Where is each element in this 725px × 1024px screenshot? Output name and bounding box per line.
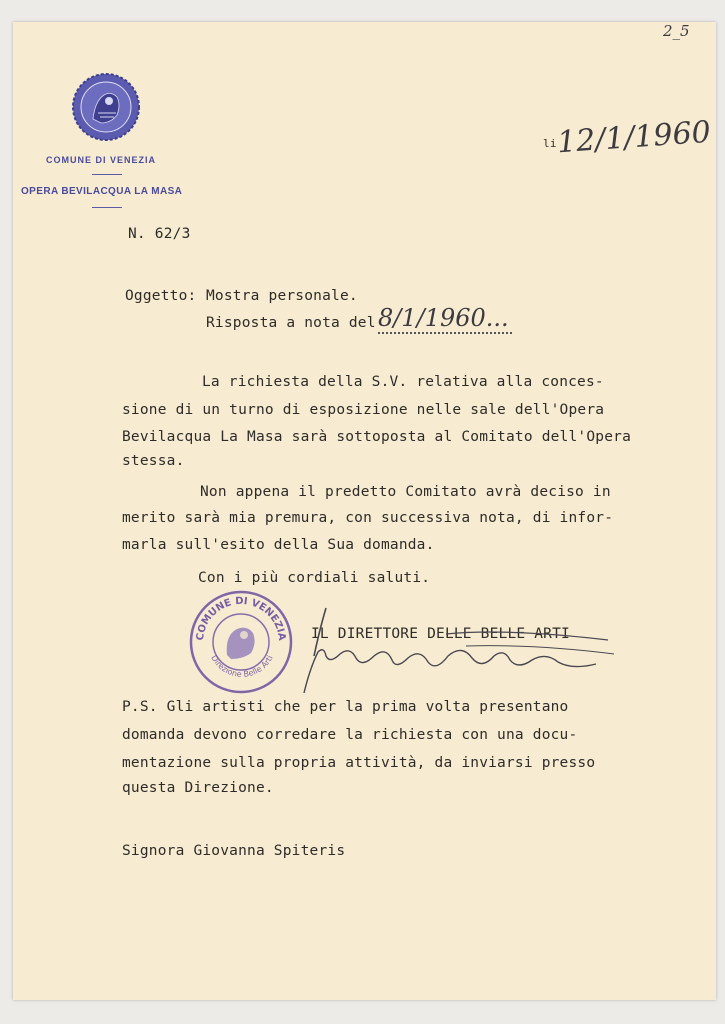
page-number: 2_5 (663, 22, 690, 40)
letterhead-rule-top (92, 174, 122, 175)
protocol-number: N. 62/3 (128, 226, 191, 242)
postscript-line: domanda devono corredare la richiesta con una docu- (122, 727, 578, 743)
stamp-inner-text: Direzione Belle Arti (209, 653, 275, 679)
stamp-outer-text: COMUNE DI VENEZIA (194, 595, 288, 642)
body-line: marla sull'esito della Sua domanda. (122, 537, 435, 553)
date-handwritten: 12/1/1960 (555, 114, 712, 161)
official-stamp-icon (187, 589, 295, 695)
date-prefix: li (543, 137, 557, 150)
signature-title: IL DIRETTORE DELLE BELLE ARTI (311, 626, 570, 642)
closing-salutation: Con i più cordiali saluti. (198, 570, 431, 586)
body-line: merito sarà mia premura, con successiva nota, di infor- (122, 510, 614, 526)
body-line: sione di un turno di esposizione nelle sale dell'Opera (122, 402, 605, 418)
body-line: Bevilacqua La Masa sarà sottoposta al Comitato dell'Opera (122, 429, 631, 445)
recipient-name: Signora Giovanna Spiteris (122, 843, 346, 859)
postscript-line: P.S. Gli artisti che per la prima volta presentano (122, 699, 569, 715)
letterhead-municipality: COMUNE DI VENEZIA (46, 155, 157, 165)
body-line: stessa. (122, 453, 185, 469)
body-line: La richiesta della S.V. relativa alla conces- (202, 374, 604, 390)
lion-of-st-mark-seal-icon (71, 71, 141, 143)
reply-prefix: Risposta a nota del (206, 315, 376, 331)
letterhead-rule-bottom (92, 207, 122, 208)
body-line: Non appena il predetto Comitato avrà deciso in (200, 484, 611, 500)
postscript-line: mentazione sulla propria attività, da inviarsi presso (122, 755, 596, 771)
subject-label: Oggetto: (125, 288, 197, 304)
reply-date: 8/1/1960... (378, 304, 512, 334)
letterhead-institution: OPERA BEVILACQUA LA MASA (21, 186, 183, 197)
subject-value: Mostra personale. (206, 288, 358, 304)
handwritten-signature-icon (296, 598, 626, 698)
postscript-line: questa Direzione. (122, 780, 274, 796)
